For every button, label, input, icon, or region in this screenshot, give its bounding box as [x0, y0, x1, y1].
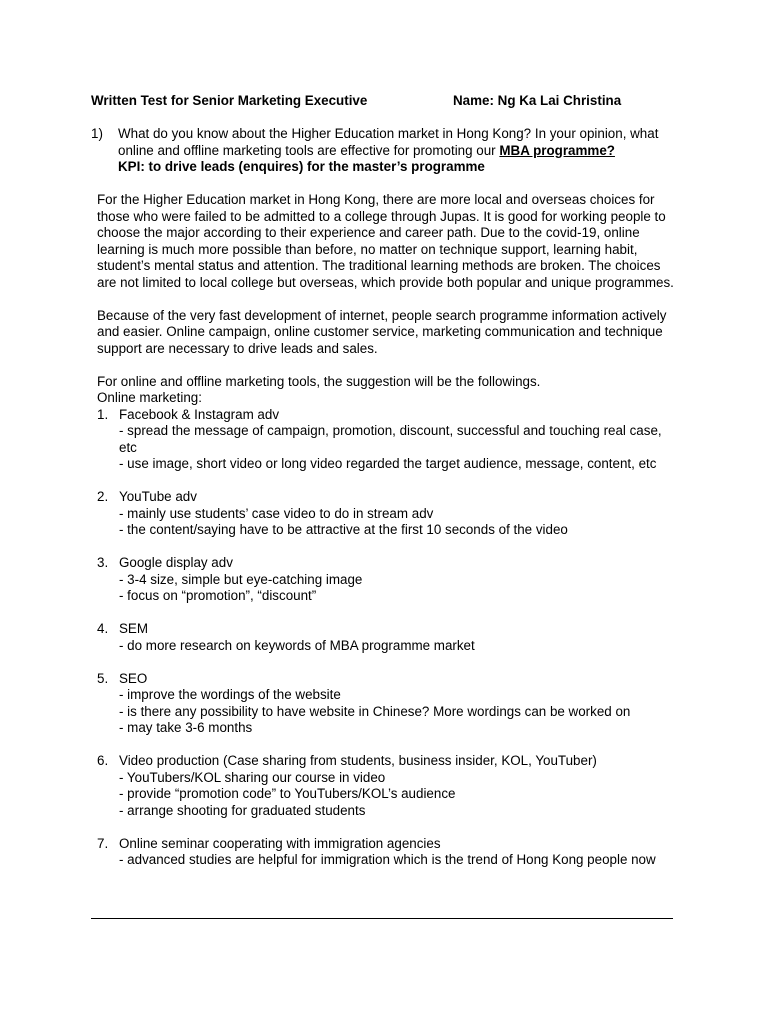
divider: [91, 918, 673, 919]
list-item-title: Video production (Case sharing from students, business insider, KOL, YouTuber): [119, 753, 597, 768]
list-item-title: SEO: [119, 670, 148, 686]
list-item-point: - 3-4 size, simple but eye-catching image: [119, 571, 363, 587]
list-item-point: - arrange shooting for graduated students: [119, 802, 366, 818]
question-number: 1): [91, 126, 103, 141]
list-item-point: - mainly use students’ case video to do in stream adv: [119, 505, 434, 521]
online-heading: Online marketing:: [97, 390, 202, 405]
test-title: Written Test for Senior Marketing Executive: [91, 93, 368, 108]
list-item-point: - may take 3-6 months: [119, 720, 253, 735]
list-item-title: Online seminar cooperating with immigration agencies: [119, 835, 441, 851]
question-1: [91, 126, 691, 176]
list-item-point: - focus on “promotion”, “discount”: [119, 588, 317, 603]
question-kpi: KPI: to drive leads (enquires) for the master’s programme: [118, 159, 485, 174]
list-item: 2. YouTube adv - mainly use students’ case video to do in stream adv - the content/saying have to be attractive at the first 10 seconds of the video: [97, 489, 677, 539]
list-item-title: SEM: [119, 621, 149, 636]
list-item-title: Google display adv: [119, 555, 233, 570]
question-text: What do you know about the Higher Education market in Hong Kong? In your opinion, what online and offline marketing tools are effective for promoting our: [118, 126, 659, 158]
list-item: 5. SEO - improve the wordings of the website - is there any possibility to have website in Chinese? More wordings can be worked on - may take 3-6 months: [97, 671, 677, 737]
paragraph-market: For the Higher Education market in Hong Kong, there are more local and overseas choices for those who were failed to be admitted to a college through Jupas. It is good for working people to choose the major according to their experience and career path. Due to the covid-19, online learning is much more possible than before, no matter on technique support, learning habit, student’s mental status and attention. The traditional learning methods are broken. The choices are not limited to local college but overseas, which provide both popular and unique programmes.: [97, 192, 674, 290]
list-item-point: - use image, short video or long video regarded the target audience, message, content, etc: [119, 456, 657, 471]
candidate-name: Name: Ng Ka Lai Christina: [453, 93, 622, 108]
list-item: 1. Facebook & Instagram adv - spread the message of campaign, promotion, discount, successful and touching real case, etc - use image, short video or long video regarded the target audience, message, content, etc: [97, 407, 677, 473]
list-item-point: - spread the message of campaign, promotion, discount, successful and touching real case, etc: [119, 423, 662, 455]
list-item-point: - YouTubers/KOL sharing our course in video: [119, 769, 386, 785]
list-item-point: - advanced studies are helpful for immigration which is the trend of Hong Kong people now: [119, 852, 656, 867]
question-highlight: MBA programme?: [499, 142, 615, 158]
list-item-point: - provide “promotion code” to YouTubers/KOL’s audience: [119, 786, 456, 801]
list-item: 7. Online seminar cooperating with immigration agencies - advanced studies are helpful for immigration which is the trend of Hong Kong people now: [97, 836, 677, 869]
paragraph-internet: Because of the very fast development of internet, people search programme information actively and easier. Online campaign, online customer service, marketing communication and technique support are necessary to drive leads and sales.: [97, 307, 667, 356]
list-item-title: Facebook & Instagram adv: [119, 406, 280, 422]
paragraph-suggestion: For online and offline marketing tools, the suggestion will be the followings.: [97, 373, 541, 389]
answer-body: [97, 192, 677, 869]
list-item-point: - the content/saying have to be attractive at the first 10 seconds of the video: [119, 522, 568, 537]
list-item: 4. SEM - do more research on keywords of MBA programme market: [97, 621, 677, 654]
list-item-point: - do more research on keywords of MBA programme market: [119, 637, 475, 653]
list-item: 6. Video production (Case sharing from students, business insider, KOL, YouTuber) - YouTubers/KOL sharing our course in video - provide “promotion code” to YouTubers/KOL’s audience - arrange shooting for graduated students: [97, 753, 677, 819]
list-item-point: - improve the wordings of the website: [119, 687, 341, 702]
list-item-point: - is there any possibility to have website in Chinese? More wordings can be worked on: [119, 703, 631, 719]
list-item-title: YouTube adv: [119, 489, 197, 504]
list-item: 3. Google display adv - 3-4 size, simple but eye-catching image - focus on “promotion”, “discount”: [97, 555, 677, 605]
